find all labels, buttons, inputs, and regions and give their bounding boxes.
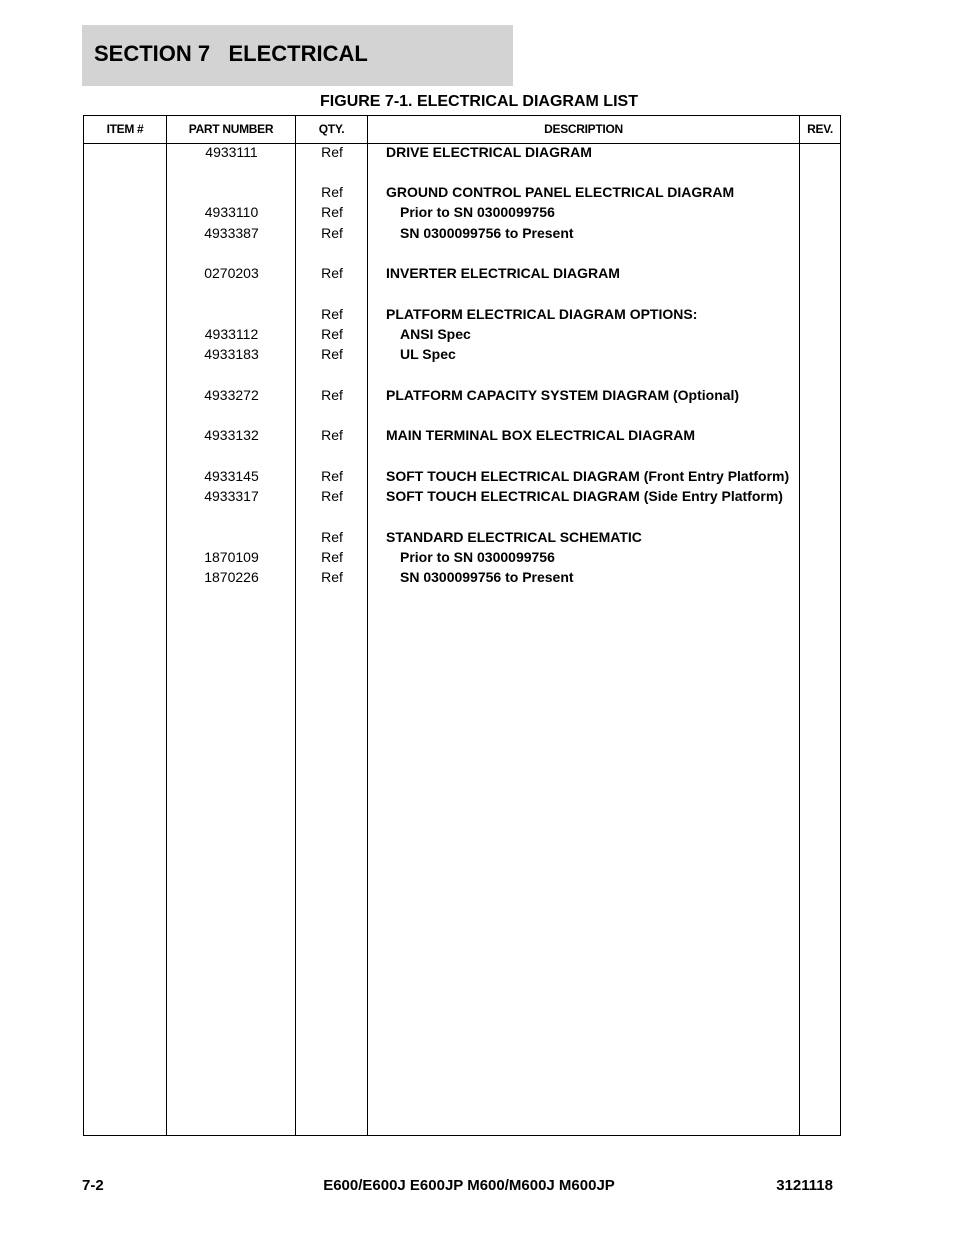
section-title: SECTION 7 ELECTRICAL: [94, 41, 368, 66]
qty: Ref: [321, 549, 343, 565]
part-number: 4933112: [204, 326, 259, 342]
qty: Ref: [321, 346, 343, 362]
description: UL Spec: [400, 346, 456, 362]
description: ANSI Spec: [400, 326, 471, 342]
table-row: [84, 385, 842, 405]
parts-table: [83, 115, 841, 1136]
qty: Ref: [321, 427, 343, 443]
table-row: [84, 344, 842, 364]
description: SOFT TOUCH ELECTRICAL DIAGRAM (Side Entry Platform): [386, 488, 783, 504]
description: MAIN TERMINAL BOX ELECTRICAL DIAGRAM: [386, 427, 696, 443]
header-part-number: PART NUMBER: [188, 122, 274, 136]
qty: Ref: [321, 387, 343, 403]
qty: Ref: [321, 144, 343, 160]
table-row: [84, 466, 842, 486]
model-list: E600/E600J E600JP M600/M600J M600JP: [323, 1177, 615, 1194]
description: SN 0300099756 to Present: [400, 569, 574, 585]
description: DRIVE ELECTRICAL DIAGRAM: [386, 144, 592, 160]
description: PLATFORM ELECTRICAL DIAGRAM OPTIONS:: [386, 306, 698, 322]
part-number: 4933317: [204, 488, 259, 504]
qty: Ref: [321, 204, 343, 220]
table-row: [84, 142, 842, 162]
qty: Ref: [321, 468, 343, 484]
part-number: 4933183: [204, 346, 259, 362]
page-number: 7-2: [82, 1177, 104, 1194]
header-description: DESCRIPTION: [544, 122, 623, 136]
qty: Ref: [321, 225, 343, 241]
qty: Ref: [321, 265, 343, 281]
header-rev: REV.: [807, 122, 833, 136]
description: Prior to SN 0300099756: [400, 204, 555, 220]
header-qty: QTY.: [318, 122, 345, 136]
part-number: 4933272: [204, 387, 259, 403]
description: Prior to SN 0300099756: [400, 549, 555, 565]
part-number: 0270203: [204, 265, 259, 281]
table-row: [84, 425, 842, 445]
table-row: [84, 324, 842, 344]
qty: Ref: [321, 306, 343, 322]
table-row: [84, 182, 842, 202]
part-number: 4933111: [205, 144, 258, 160]
figure-title: FIGURE 7-1. ELECTRICAL DIAGRAM LIST: [320, 93, 638, 110]
part-number: 4933132: [204, 427, 259, 443]
part-number: 4933110: [204, 204, 259, 220]
document-number: 3121118: [776, 1177, 833, 1194]
part-number: 4933145: [204, 468, 259, 484]
qty: Ref: [321, 569, 343, 585]
description: STANDARD ELECTRICAL SCHEMATIC: [386, 529, 642, 545]
table-row: [84, 547, 842, 567]
description: SOFT TOUCH ELECTRICAL DIAGRAM (Front Entry Platform): [386, 468, 790, 484]
table-row: [84, 304, 842, 324]
part-number: 4933387: [204, 225, 259, 241]
part-number: 1870109: [204, 549, 259, 565]
description: SN 0300099756 to Present: [400, 225, 574, 241]
description: GROUND CONTROL PANEL ELECTRICAL DIAGRAM: [386, 184, 735, 200]
qty: Ref: [321, 529, 343, 545]
table-row: [84, 567, 842, 587]
description: INVERTER ELECTRICAL DIAGRAM: [386, 265, 620, 281]
qty: Ref: [321, 184, 343, 200]
section-header-band: [82, 25, 513, 86]
qty: Ref: [321, 488, 343, 504]
qty: Ref: [321, 326, 343, 342]
description: PLATFORM CAPACITY SYSTEM DIAGRAM (Optional): [386, 387, 740, 403]
table-row: [84, 223, 842, 243]
part-number: 1870226: [204, 569, 259, 585]
header-item: ITEM #: [106, 122, 144, 136]
table-row: [84, 202, 842, 222]
table-row: [84, 263, 842, 283]
table-row: [84, 527, 842, 547]
table-row: [84, 486, 842, 506]
